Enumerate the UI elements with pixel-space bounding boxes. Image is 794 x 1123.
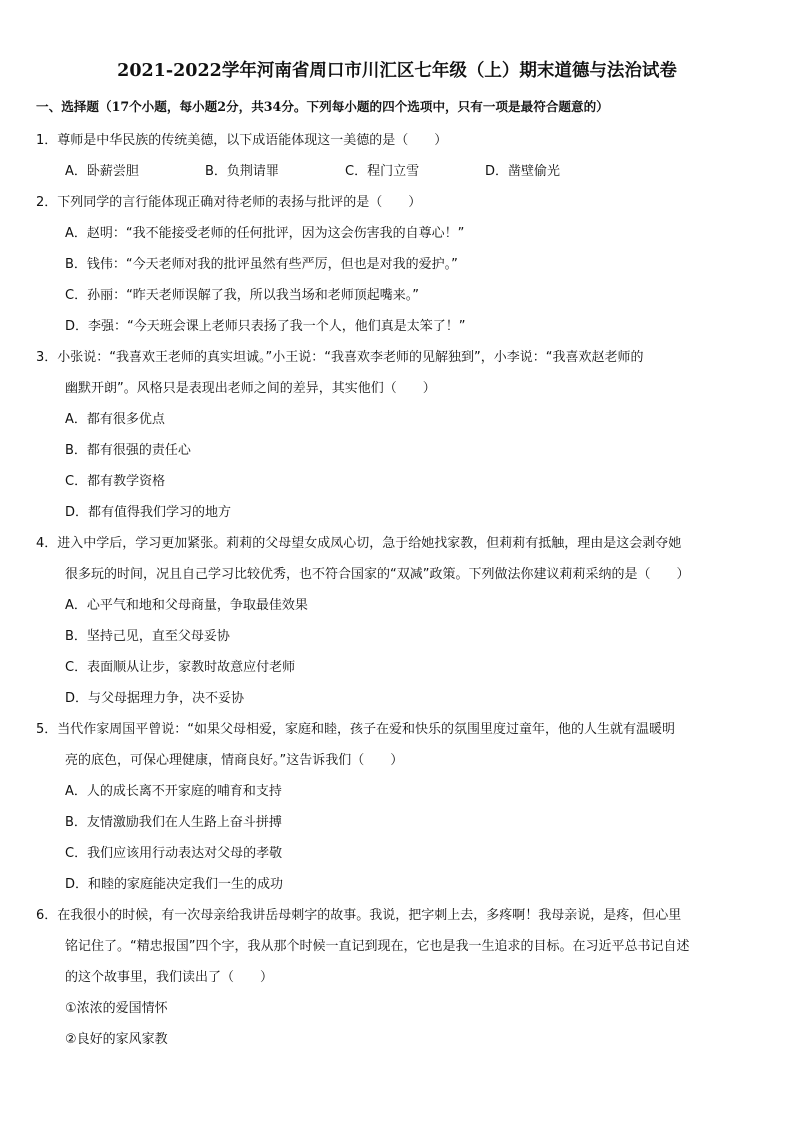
question-6-stem-cont: 铭记住了。“精忠报国”四个字，我从那个时候一直记到现在，它也是我一生追求的目标。在习近平总书记自述 [65, 939, 690, 954]
option-d: D．凿壁偷光 [485, 164, 561, 179]
option-b: B．都有很强的责任心 [65, 443, 191, 458]
option-a: A．都有很多优点 [65, 412, 165, 427]
question-6-stem-cont-2: 的这个故事里，我们读出了（ ） [65, 970, 274, 985]
option-a: A．心平气和地和父母商量，争取最佳效果 [65, 598, 308, 613]
option-b: B．钱伟：“今天老师对我的批评虽然有些严厉，但也是对我的爱护。” [65, 257, 458, 272]
option-d: D．都有值得我们学习的地方 [65, 505, 232, 520]
option-b: B．坚持己见，直至父母妥协 [65, 629, 230, 644]
option-c: C．孙丽：“昨天老师误解了我，所以我当场和老师顶起嘴来。” [65, 288, 420, 303]
question-5-stem: 5．当代作家周国平曾说：“如果父母相爱，家庭和睦，孩子在爱和快乐的氛围里度过童年，他的人生就有温暖明 [36, 722, 676, 737]
question-1-options [36, 156, 756, 187]
option-a: A．人的成长离不开家庭的哺育和支持 [65, 784, 282, 799]
question-1-stem: 1．尊师是中华民族的传统美德，以下成语能体现这一美德的是（ ） [36, 133, 448, 148]
option-c: C．表面顺从让步，家教时故意应付老师 [65, 660, 296, 675]
question-4-stem: 4．进入中学后，学习更加紧张。莉莉的父母望女成凤心切，急于给她找家教，但莉莉有抵触，理由是这会剥夺她 [36, 536, 682, 551]
option-b: B．友情激励我们在人生路上奋斗拼搏 [65, 815, 282, 830]
statement-1: ①浓浓的爱国情怀 [65, 1001, 168, 1016]
statement-2: ②良好的家风家教 [65, 1032, 168, 1047]
option-d: D．李强：“今天班会课上老师只表扬了我一个人，他们真是太笨了！” [65, 319, 466, 334]
page-title: 2021-2022学年河南省周口市川汇区七年级（上）期末道德与法治试卷 [117, 61, 677, 81]
option-d: D．与父母据理力争，决不妥协 [65, 691, 245, 706]
option-a: A．卧薪尝胆 [65, 164, 139, 179]
option-c: C．我们应该用行动表达对父母的孝敬 [65, 846, 283, 861]
question-5-stem-cont: 亮的底色，可保心理健康，情商良好。”这告诉我们（ ） [65, 753, 404, 768]
question-6-stem: 6．在我很小的时候，有一次母亲给我讲岳母刺字的故事。我说，把字刺上去，多疼啊！我母亲说，是疼，但心里 [36, 908, 682, 923]
option-b: B．负荆请罪 [205, 164, 279, 179]
option-c: C．程门立雪 [345, 164, 420, 179]
option-c: C．都有教学资格 [65, 474, 166, 489]
question-4-stem-cont: 很多玩的时间，况且自己学习比较优秀，也不符合国家的“双减”政策。下列做法你建议莉莉采纳的是（ ） [65, 567, 690, 582]
question-2-stem: 2．下列同学的言行能体现正确对待老师的表扬与批评的是（ ） [36, 195, 422, 210]
option-a: A．赵明：“我不能接受老师的任何批评，因为这会伤害我的自尊心！” [65, 226, 465, 241]
section-heading: 一、选择题（17个小题，每小题2分，共34分。下列每小题的四个选项中，只有一项是最符合题意的） [36, 99, 609, 114]
question-3-stem: 3．小张说：“我喜欢王老师的真实坦诚。”小王说：“我喜欢李老师的见解独到”，小李说：“我喜欢赵老师的 [36, 350, 644, 365]
question-3-stem-cont: 幽默开朗”。风格只是表现出老师之间的差异，其实他们（ ） [65, 381, 436, 396]
option-d: D．和睦的家庭能决定我们一生的成功 [65, 877, 284, 892]
question-list [36, 125, 756, 1055]
